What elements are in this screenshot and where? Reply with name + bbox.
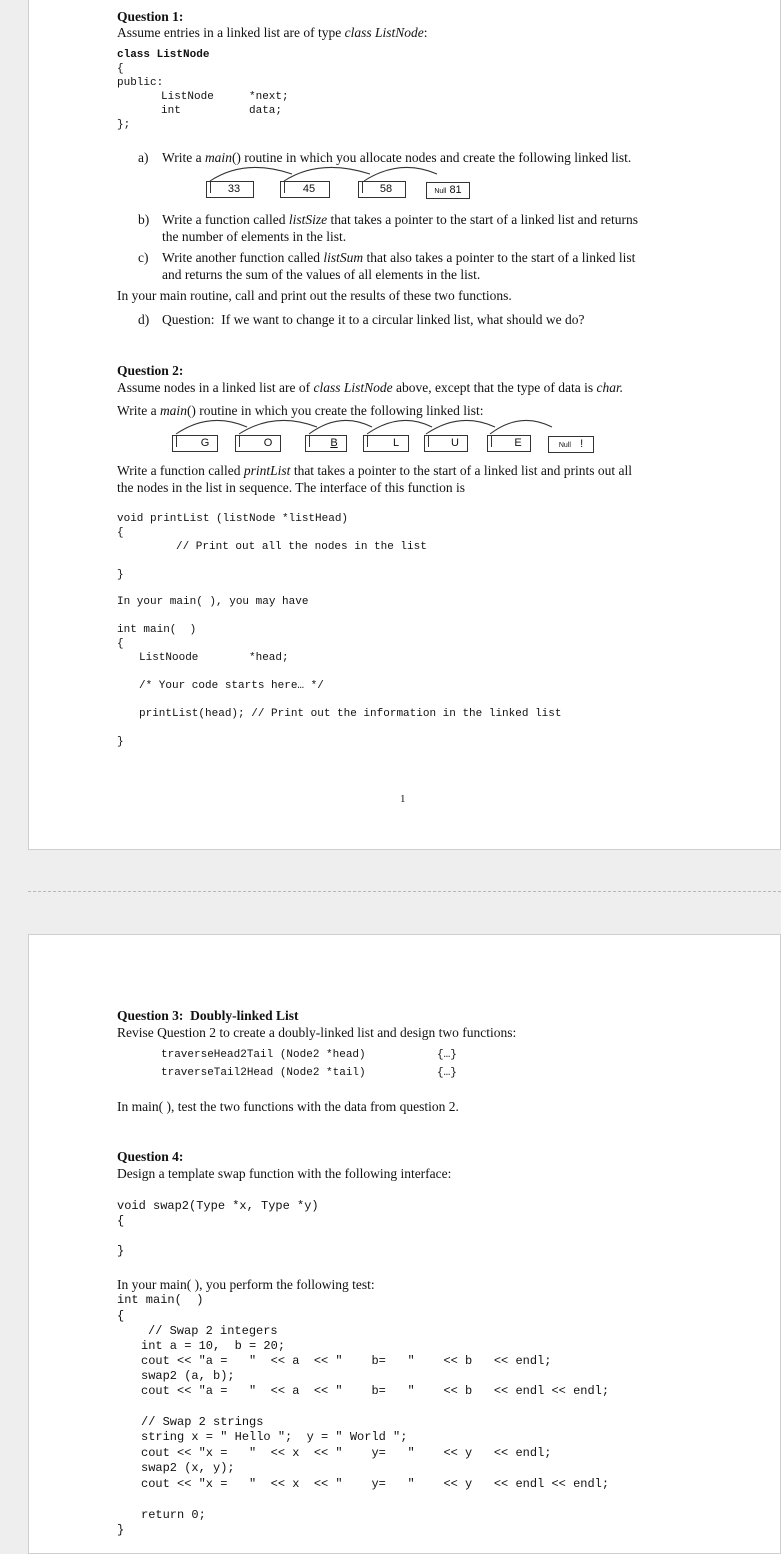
question-4-test-note: In your main( ), you perform the following test: (117, 1277, 375, 1292)
list-node-last: Null ! (548, 436, 594, 453)
code-line: } (117, 1244, 125, 1258)
list-node: 58 (358, 181, 406, 198)
code-line: swap2 (x, y); (141, 1461, 235, 1475)
list-node: 33 (206, 181, 254, 198)
code-line: } (117, 569, 124, 581)
code-line: }; (117, 119, 131, 131)
code-line: printList(head); // Print out the information in the linked list (139, 708, 562, 720)
code-line: void swap2(Type *x, Type *y) (117, 1199, 319, 1213)
code-line: {…} (437, 1049, 457, 1061)
code-line: { (117, 1309, 125, 1323)
question-1-intro: Assume entries in a linked list are of type class ListNode: (117, 25, 428, 40)
code-line: // Swap 2 strings (141, 1415, 264, 1429)
item-c-text-2: and returns the sum of the values of all elements in the list. (162, 267, 481, 282)
list-node: L (363, 435, 409, 452)
page-number: 1 (400, 793, 406, 805)
list-node-last: Null 81 (426, 182, 470, 199)
list-node: E (487, 435, 531, 452)
arrow (309, 420, 372, 434)
code-line: // Print out all the nodes in the list (176, 541, 427, 553)
list-node: B (305, 435, 347, 452)
code-line: } (117, 736, 124, 748)
code-line: ListNoode (139, 652, 199, 664)
item-c-text: Write another function called listSum that also takes a pointer to the start of a linked list (162, 250, 636, 265)
question-3-text: Revise Question 2 to create a doubly-linked list and design two functions: (117, 1025, 517, 1040)
code-line: *next; (249, 91, 289, 103)
code-line: In your main( ), you may have (117, 596, 309, 608)
arrow (367, 420, 432, 434)
code-line: ListNode (161, 91, 214, 103)
code-line: traverseTail2Head (Node2 *tail) (161, 1067, 366, 1079)
question-2-title: Question 2: (117, 363, 184, 378)
code-line: // Swap 2 integers (148, 1324, 278, 1338)
main-note: In your main routine, call and print out the results of these two functions. (117, 288, 512, 303)
question-2-func-text: Write a function called printList that takes a pointer to the start of a linked list and prints out all (117, 463, 632, 478)
arrow (176, 420, 247, 434)
code-line: int main( ) (117, 1293, 204, 1307)
question-2-func-text-2: the nodes in the list in sequence. The interface of this function is (117, 480, 466, 495)
code-line: } (117, 1523, 125, 1537)
code-line: class ListNode (117, 49, 210, 61)
item-a-label: a) (138, 150, 149, 165)
code-line: data; (249, 105, 283, 117)
code-line: traverseHead2Tail (Node2 *head) (161, 1049, 366, 1061)
code-line: {…} (437, 1067, 457, 1079)
item-b-label: b) (138, 212, 150, 227)
question-1-title: Question 1: (117, 9, 184, 24)
code-line: { (117, 638, 124, 650)
code-line: /* Your code starts here… */ (139, 680, 324, 692)
code-line: string x = " Hello "; y = " World "; (141, 1430, 408, 1444)
code-line: int a = 10, b = 20; (141, 1339, 286, 1353)
code-line: *head; (249, 652, 289, 664)
code-line: void printList (listNode *listHead) (117, 513, 349, 525)
question-3-note: In main( ), test the two functions with the data from question 2. (117, 1099, 459, 1114)
code-line: { (117, 63, 124, 75)
code-line: cout << "a = " << a << " b= " << b << endl << endl; (141, 1384, 610, 1398)
arrow (426, 420, 495, 434)
code-line: { (117, 1214, 125, 1228)
item-b-text-2: the number of elements in the list. (162, 229, 347, 244)
code-line: int main( ) (117, 624, 197, 636)
question-2-write: Write a main() routine in which you create the following linked list: (117, 403, 484, 418)
page-break-divider (28, 891, 781, 892)
item-d-label: d) (138, 312, 150, 327)
list-node: U (424, 435, 468, 452)
code-line: cout << "x = " << x << " y= " << y << endl; (141, 1446, 552, 1460)
code-line: int (161, 105, 181, 117)
list-node: 45 (280, 181, 330, 198)
question-4-text: Design a template swap function with the following interface: (117, 1166, 452, 1181)
item-a-text: Write a main() routine in which you allocate nodes and create the following linked list. (162, 150, 632, 165)
item-c-label: c) (138, 250, 149, 265)
list-node: O (235, 435, 281, 452)
arrow (490, 420, 552, 434)
code-line: return 0; (141, 1508, 206, 1522)
question-4-title: Question 4: (117, 1149, 184, 1164)
question-2-intro: Assume nodes in a linked list are of class ListNode above, except that the type of data is char. (117, 380, 624, 395)
question-3-title: Question 3: Doubly-linked List (117, 1008, 299, 1023)
code-line: cout << "a = " << a << " b= " << b << endl; (141, 1354, 552, 1368)
item-d-text: Question: If we want to change it to a circular linked list, what should we do? (162, 312, 585, 327)
code-line: { (117, 527, 124, 539)
arrow (239, 420, 317, 434)
item-b-text: Write a function called listSize that takes a pointer to the start of a linked list and returns (162, 212, 638, 227)
code-line: swap2 (a, b); (141, 1369, 235, 1383)
code-line: cout << "x = " << x << " y= " << y << endl << endl; (141, 1477, 610, 1491)
code-line: public: (117, 77, 164, 89)
list-node: G (172, 435, 218, 452)
